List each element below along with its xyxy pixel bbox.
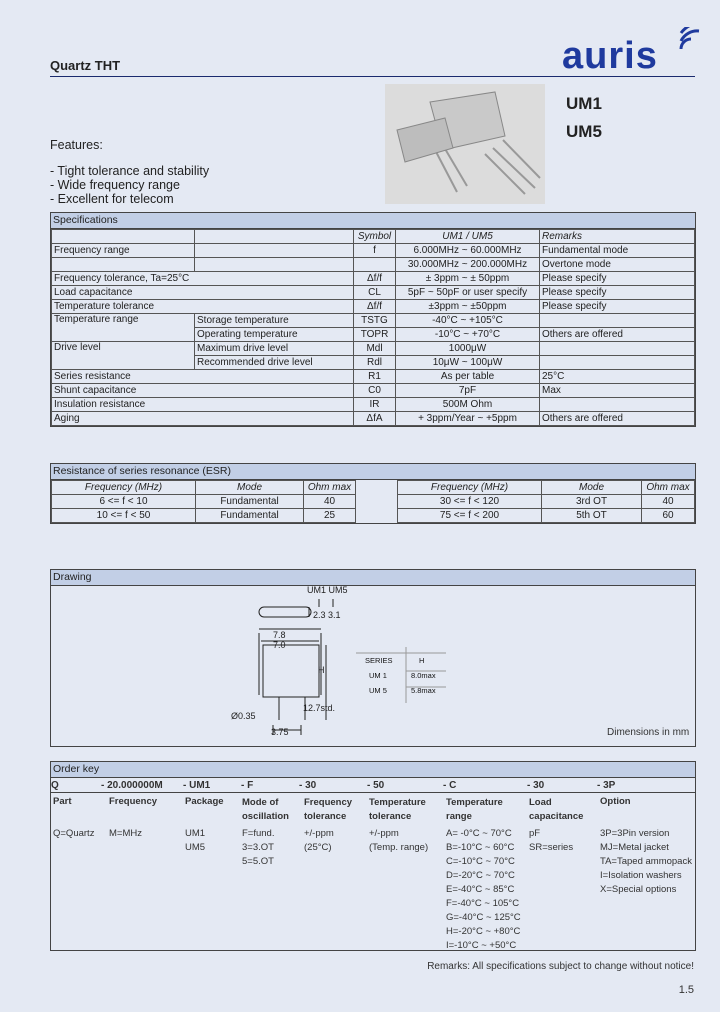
spec-value: -10°C ~ +70°C [396,328,540,342]
table-row [52,342,695,356]
spec-remarks: Others are offered [540,412,695,426]
spec-symbol: Rdl [354,356,396,370]
esr-cell: 10 <= f < 50 [52,509,196,523]
col-value: UM1 / UM5 [396,230,540,244]
esr-cell: Fundamental [196,509,304,523]
spec-param: Aging [52,412,354,426]
feature-item: - Tight tolerance and stability [50,164,210,178]
spec-value: 30.000MHz ~ 200.000MHz [396,258,540,272]
esr-col: Ohm max [642,481,695,495]
dim-width-inner: 7.0 [273,640,286,650]
drawing-models-label: UM1 UM5 [307,585,348,595]
spec-symbol [354,258,396,272]
spec-subparam: Recommended drive level [195,356,354,370]
order-code: - UM1 [183,779,211,791]
order-part: Q=Quartz [53,828,95,839]
order-code-row [51,778,695,793]
order-head: Temperature range [446,797,503,822]
esr-cell: 5th OT [542,509,642,523]
dim-lead-diameter: Ø0.35 [231,711,256,721]
esr-col: Ohm max [304,481,356,495]
esr-col: Mode [196,481,304,495]
order-head: Load capacitance [529,797,584,822]
order-load: SR=series [529,842,574,853]
order-head: Temperature tolerance [369,797,426,822]
series-head: SERIES [365,656,393,665]
order-head: Option [600,796,631,807]
spec-param: Shunt capacitance [52,384,354,398]
model-um5: UM5 [566,122,602,141]
spec-symbol: TOPR [354,328,396,342]
table-row [52,412,695,426]
order-ftol: +/-ppm [304,828,334,839]
spec-value: 500M Ohm [396,398,540,412]
dim-height: H [318,665,325,675]
esr-cell: 40 [642,495,695,509]
spec-value: ± 3ppm ~ ± 50ppm [396,272,540,286]
spec-remarks: Others are offered [540,328,695,342]
series-name: UM 1 [369,671,387,680]
order-trange: B=-10°C ~ 60°C [446,842,515,853]
spec-remarks: Overtone mode [540,258,695,272]
signal-icon [677,27,711,57]
spec-remarks [540,342,695,356]
dim-lead-length: 12.7std. [303,703,336,713]
spec-value: As per table [396,370,540,384]
order-load: pF [529,828,541,839]
table-row [52,384,695,398]
order-pkg: UM1 [185,828,206,839]
brand-logo [562,35,658,78]
spec-remarks [540,398,695,412]
esr-cell: 30 <= f < 120 [398,495,542,509]
dimensions-note: Dimensions in mm [607,727,690,738]
spec-param: Temperature tolerance [52,300,354,314]
order-trange: H=-20°C ~ +80°C [446,926,521,937]
page-number: 1.5 [678,984,694,996]
series-name: UM 5 [369,686,387,695]
order-code: - 20.000000M [101,779,163,791]
spec-symbol: Δf/f [354,272,396,286]
spec-param: Temperature range [52,314,195,342]
spec-param: Load capacitance [52,286,354,300]
product-photo [385,84,545,204]
order-option: I=Isolation washers [600,870,682,881]
esr-cell: Fundamental [196,495,304,509]
order-code: - 50 [367,779,385,791]
esr-cell: 75 <= f < 200 [398,509,542,523]
order-code: Q [51,779,59,791]
table-row [52,398,695,412]
order-key-table [51,778,695,793]
dim-top: 2.3 3.1 [313,610,341,620]
order-code: - 30 [299,779,317,791]
spec-value: 7pF [396,384,540,398]
feature-item: - Wide frequency range [50,178,180,192]
spec-param: Insulation resistance [52,398,354,412]
esr-cell: 60 [642,509,695,523]
esr-cell: 6 <= f < 10 [52,495,196,509]
spec-remarks: Max [540,384,695,398]
table-row [52,481,695,495]
order-key-legend [51,794,695,951]
order-mode: F=fund. [242,828,275,839]
esr-cell: 25 [304,509,356,523]
spec-remarks [540,314,695,328]
order-trange: I=-10°C ~ +50°C [446,940,517,951]
spec-symbol: IR [354,398,396,412]
order-trange: C=-10°C ~ 70°C [446,856,515,867]
esr-heading: Resistance of series resonance (ESR) [51,464,695,480]
table-row [52,300,695,314]
spec-param: Series resistance [52,370,354,384]
table-row [52,314,695,328]
spec-remarks: Please specify [540,286,695,300]
spec-remarks [540,356,695,370]
dim-width-outer: 7.8 [273,630,286,640]
esr-cell: 40 [304,495,356,509]
order-code: - C [443,779,457,791]
order-head: Part [53,796,72,807]
order-key-heading: Order key [51,762,695,778]
drawing-panel [50,569,696,747]
order-trange: D=-20°C ~ 70°C [446,870,515,881]
table-row [52,272,695,286]
spec-value: + 3ppm/Year ~ +5ppm [396,412,540,426]
order-head: Package [185,796,224,807]
order-mode: 5=5.OT [242,856,274,867]
table-row [52,286,695,300]
order-trange: E=-40°C ~ 85°C [446,884,515,895]
spec-symbol: TSTG [354,314,396,328]
order-ttol: +/-ppm [369,828,399,839]
table-row [52,230,695,244]
order-trange: F=-40°C ~ 105°C [446,898,520,909]
spec-remarks: 25°C [540,370,695,384]
spec-symbol: CL [354,286,396,300]
dim-pitch: 3.75 [271,727,289,737]
order-freq: M=MHz [109,828,142,839]
order-head: Frequency [109,796,158,807]
order-option: TA=Taped ammopack [600,856,692,867]
order-ttol: (Temp. range) [369,842,429,853]
spec-remarks: Please specify [540,272,695,286]
spec-value: 1000μW [396,342,540,356]
order-head: Mode of oscillation [242,797,289,822]
order-option: 3P=3Pin version [600,828,670,839]
order-head: Frequency tolerance [304,797,353,822]
esr-col: Frequency (MHz) [52,481,196,495]
esr-cell: 3rd OT [542,495,642,509]
table-row [52,258,695,272]
spec-symbol: C0 [354,384,396,398]
feature-item: - Excellent for telecom [50,192,174,206]
spec-value: 6.000MHz ~ 60.000MHz [396,244,540,258]
brand-logo-text: auris [562,35,658,77]
spec-value: 5pF ~ 50pF or user specify [396,286,540,300]
features-heading: Features: [50,138,103,152]
spec-param: Frequency range [52,244,195,258]
series-h: 5.8max [411,686,436,695]
model-um1: UM1 [566,94,602,113]
specifications-table [51,229,695,426]
page-title: Quartz THT [50,58,121,73]
spec-symbol: R1 [354,370,396,384]
col-symbol: Symbol [354,230,396,244]
spec-subparam: Maximum drive level [195,342,354,356]
spec-symbol: ΔfA [354,412,396,426]
esr-col: Mode [542,481,642,495]
order-code: - 3P [597,779,616,791]
order-code: - 30 [527,779,545,791]
order-pkg: UM5 [185,842,206,853]
h-head: H [419,656,425,665]
spec-subparam: Operating temperature [195,328,354,342]
spec-value: -40°C ~ +105°C [396,314,540,328]
table-row [52,244,695,258]
footer-remarks: Remarks: All specifications subject to change without notice! [427,961,694,972]
spec-subparam: Storage temperature [195,314,354,328]
spec-remarks: Please specify [540,300,695,314]
order-option: X=Special options [600,884,677,895]
order-option: MJ=Metal jacket [600,842,669,853]
table-row [52,370,695,384]
order-mode: 3=3.OT [242,842,274,853]
esr-col: Frequency (MHz) [398,481,542,495]
spec-value: ±3ppm ~ ±50ppm [396,300,540,314]
esr-table [51,480,695,523]
spec-value: 10μW ~ 100μW [396,356,540,370]
spec-param: Frequency tolerance, Ta=25°C [52,272,354,286]
order-trange: G=-40°C ~ 125°C [446,912,521,923]
order-key-panel [50,761,696,951]
specifications-heading: Specifications [51,213,695,229]
spec-symbol: Δf/f [354,300,396,314]
order-ftol: (25°C) [304,842,332,853]
esr-panel [50,463,696,524]
order-trange: A= -0°C ~ 70°C [446,828,512,839]
spec-remarks: Fundamental mode [540,244,695,258]
series-h: 8.0max [411,671,436,680]
order-code: - F [241,779,254,791]
spec-param: Drive level [52,342,195,370]
spec-symbol: Mdl [354,342,396,356]
drawing-heading: Drawing [51,570,695,586]
dimension-drawing [51,585,695,745]
spec-symbol: f [354,244,396,258]
specifications-panel [50,212,696,427]
col-remarks: Remarks [540,230,695,244]
